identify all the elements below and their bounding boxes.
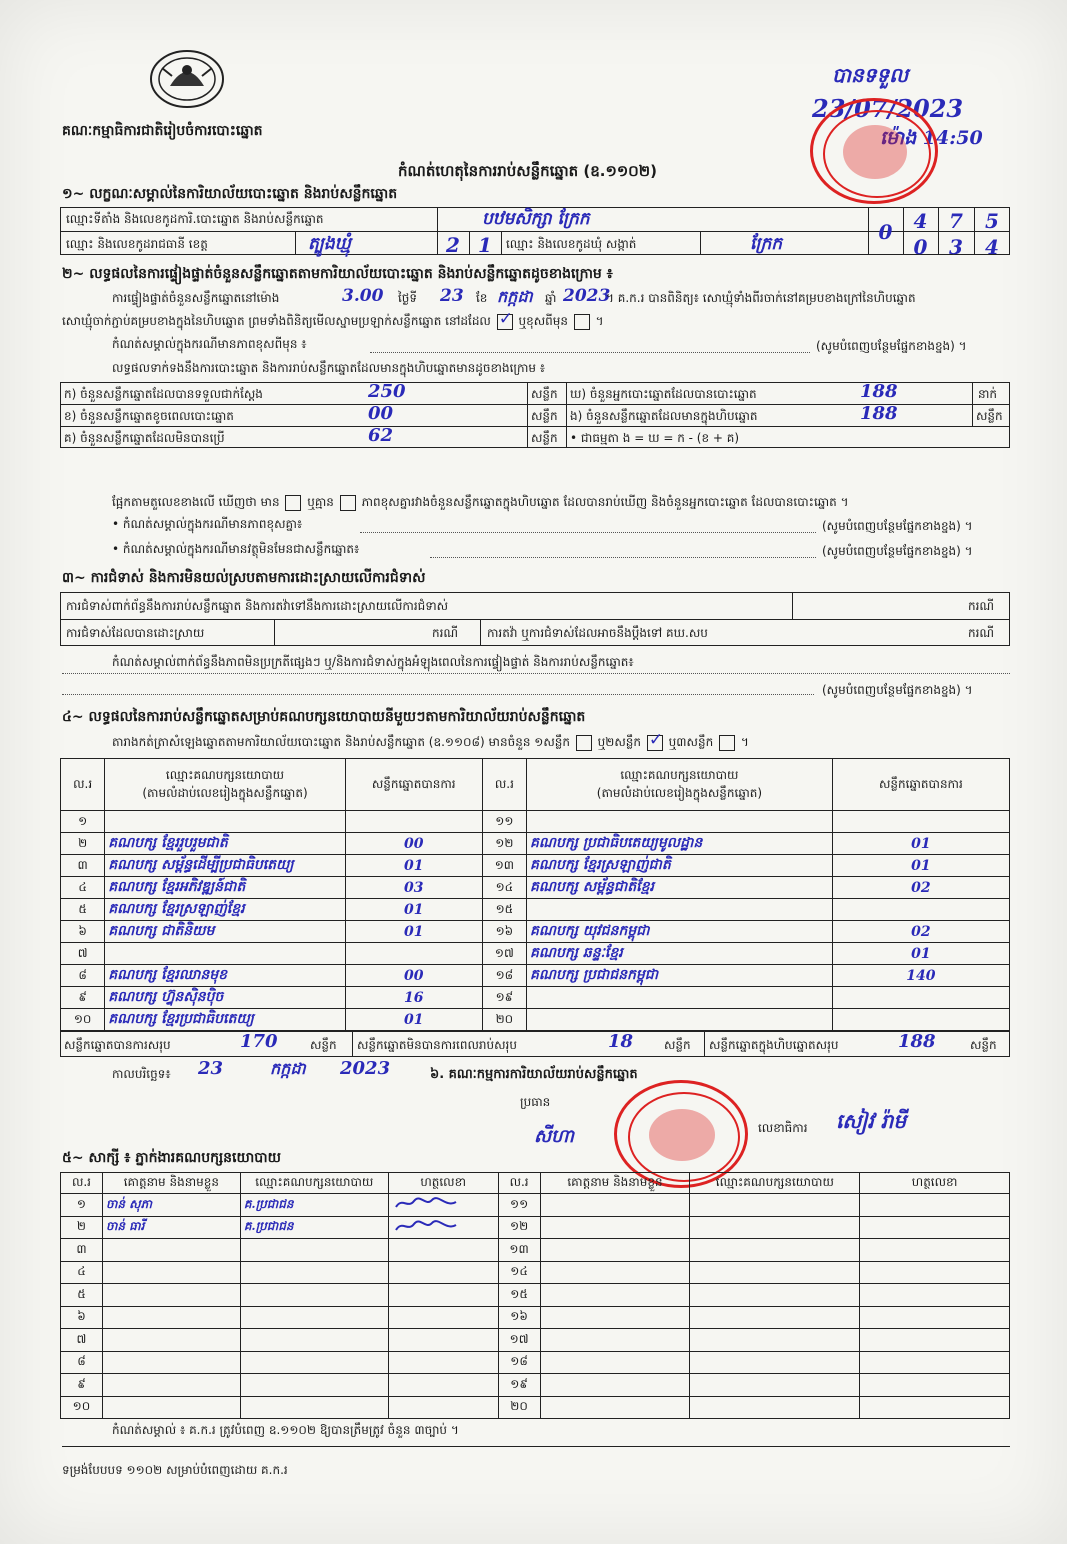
witness-name [540,1306,690,1329]
formula-note: • ជាធម្មតា ង = ឃ = ក - (ខ + គ) [570,431,740,445]
party-votes: 03 [345,877,482,899]
row-number: ១ [61,1194,103,1217]
party-name: គណបក្ស ខ្មែរស្រឡាញ់ជាតិ [527,855,833,877]
fill-hint-2: (សូមបំពេញបន្ថែមផ្នែកខាងខ្នង) ។ [822,519,973,533]
row-number: ៩ [61,987,105,1009]
witness-name [540,1351,690,1374]
row-number: ១២ [498,1216,540,1239]
row-number: ១៥ [482,899,526,921]
party-votes: 01 [832,855,1009,877]
witness-name: ចាន់ ធារី [102,1216,240,1239]
count-d-label: ឃ) ចំនួនអ្នកបោះឆ្នោតដែលបានបោះឆ្នោត [570,387,757,401]
table-row [61,1351,1010,1374]
verify-line-b: ថ្ងៃទី [398,291,418,305]
votes-col-party-right-b: (តាមលំដាប់លេខរៀងក្នុងសន្លឹកឆ្នោត) [596,785,763,800]
party-name: គណបក្ស ហ្វ៊ុនស៊ិនប៉ិច [105,987,345,1009]
table-row [61,811,1010,833]
commune-code-2: 3 [949,235,963,259]
witness-signature [388,1216,498,1239]
party-name: គណបក្ស ខ្មែរឈានមុខ [105,965,345,987]
witness-party [690,1396,860,1419]
compare-line [112,494,849,512]
party-votes: 00 [345,965,482,987]
verify-line-2: សោឃ្មុំចាក់ភ្ជាប់គម្របខាងក្នុងនៃហិបឆ្នោត ព្រមទាំងពិនិត្យមើលស្នាមប្រឡាក់សន្លឹកឆ្នោត នៅដដែល ✓ ឬខុសពីមុន ។ [62,308,604,329]
date-label: កាលបរិច្ឆេទ៖ [112,1067,171,1081]
table-row [61,877,1010,899]
verify-line-d: ឆ្នាំ [545,291,557,305]
location-label: ឈ្មោះទីតាំង និងលេខកូដការិ.បោះឆ្នោត និងរាប់សន្លឹកឆ្នោត [66,212,324,226]
row-number: ១៦ [498,1306,540,1329]
row-number: ៧ [61,1329,103,1352]
votes-col-party-right-a: ឈ្មោះគណបក្សនយោបាយ [620,767,739,782]
different-checkbox[interactable] [574,314,590,330]
date-day: 23 [198,1058,224,1079]
row-number: ១៣ [498,1239,540,1262]
witness-col-name-left: គោត្តនាម និងនាមខ្លួន [102,1173,240,1194]
commune-value: ក្រែក [750,234,783,254]
chair-signature: សីហា [534,1126,574,1147]
count-a-unit: សន្លឹក [531,387,558,401]
row-number: ៧ [61,943,105,965]
party-votes [832,899,1009,921]
votes-col-no-left: ល.រ [61,759,105,811]
witness-signature [388,1261,498,1284]
province-code-1: 2 [446,233,460,257]
row-number: ១៧ [498,1329,540,1352]
row-number: ៣ [61,855,105,877]
row-number: ៤ [61,877,105,899]
has-difference-checkbox[interactable] [285,495,301,511]
votes-col-party-right [527,759,833,811]
witness-name [540,1216,690,1239]
objection-row-2b: ការតវ៉ា ឬការជំទាស់ដែលអាចនឹងប្តឹងទៅ គឃ.សប [487,626,708,640]
objection-row-2a: ការជំទាស់ដែលបានដោះស្រាយ [66,626,205,640]
witness-name [102,1239,240,1262]
row-number: ១៣ [482,855,526,877]
tally-intro-c: ឬ៣សន្លឹក [668,735,714,749]
row-number: ១ [61,811,105,833]
verify-or-label: ឬខុសពីមុន [518,314,569,328]
count-c-unit: សន្លឹក [531,431,558,445]
objection-case-1: ករណី [968,599,995,613]
row-number: ២០ [482,1009,526,1031]
table-row [61,1329,1010,1352]
total-invalid-value: 18 [608,1031,634,1052]
party-name: គណបក្ស ឆន្ទៈខ្មែរ [527,943,833,965]
location-code-1: 0 [878,220,893,244]
row-number: ១០ [61,1009,105,1031]
party-votes: 00 [345,833,482,855]
witness-name [540,1396,690,1419]
total-box-unit: សន្លឹក [970,1038,997,1052]
votes-col-party-left [105,759,345,811]
table-row [61,1009,1010,1031]
witness-signature [860,1396,1010,1419]
party-name: គណបក្ស សម្ព័ន្ធជាតិខ្មែរ [527,877,833,899]
witness-party [240,1351,388,1374]
row-number: ១៨ [482,965,526,987]
witness-party: គ.ប្រជាជន [240,1194,388,1217]
witness-name [102,1284,240,1307]
witness-name [102,1329,240,1352]
row-number: ២ [61,1216,103,1239]
secretary-signature: សៀវ រ៉ាមី [836,1109,907,1133]
province-code-2: 1 [478,233,492,257]
fill-hint-4: (សូមបំពេញបន្ថែមផ្នែកខាងខ្នង) ។ [822,683,973,697]
party-name: គណបក្ស ជាតិនិយម [105,921,345,943]
witness-col-party-right: ឈ្មោះគណបក្សនយោបាយ [690,1173,860,1194]
witness-name [102,1351,240,1374]
table-row [61,855,1010,877]
row-number: ៤ [61,1261,103,1284]
witness-party: គ.ប្រជាជន [240,1216,388,1239]
witness-signature [860,1351,1010,1374]
witness-name [540,1194,690,1217]
witness-name [540,1261,690,1284]
table-row [61,987,1010,1009]
row-number: ១៩ [498,1374,540,1397]
party-votes [832,987,1009,1009]
table-row [61,1284,1010,1307]
row-number: ៥ [61,899,105,921]
row-number: ២០ [498,1396,540,1419]
witness-name [540,1284,690,1307]
party-votes: 01 [832,833,1009,855]
row-number: ៨ [61,1351,103,1374]
signature-icon [392,1195,462,1211]
row-number: ៥ [61,1284,103,1307]
bullet-non-ballot: • កំណត់សម្គាល់ក្នុងករណីមានវត្ថុមិនមែនជាសន្លឹកឆ្នោត៖ [112,542,360,556]
count-a-label: ក) ចំនួនសន្លឹកឆ្នោតដែលបានទទួលជាក់ស្តែង [64,387,263,401]
witness-party [690,1239,860,1262]
receipt-time: ម៉ោង 14:50 [880,127,983,149]
party-votes: 16 [345,987,482,1009]
count-c-value: 62 [368,425,394,446]
form-id: ទម្រង់បែបបទ ១១០២ សម្រាប់បំពេញដោយ គ.ក.រ [62,1463,288,1477]
party-votes: 02 [832,877,1009,899]
witness-col-sign-right: ហត្ថលេខា [860,1173,1010,1194]
province-value: ត្បូងឃ្មុំ [308,234,351,254]
witness-signature [860,1261,1010,1284]
witness-col-name-right: គោត្តនាម និងនាមខ្លួន [540,1173,690,1194]
witness-col-no-left: ល.រ [61,1173,103,1194]
witness-col-party-left: ឈ្មោះគណបក្សនយោបាយ [240,1173,388,1194]
witness-table [60,1172,1010,1419]
verify-line-2-text: សោឃ្មុំចាក់ភ្ជាប់គម្របខាងក្នុងនៃហិបឆ្នោត ព្រមទាំងពិនិត្យមើលស្នាមប្រឡាក់សន្លឹកឆ្នោត នៅដដែល [62,314,491,328]
witness-name [102,1374,240,1397]
org-name: គណៈកម្មាធិការជាតិរៀបចំការបោះឆ្នោត [62,123,263,139]
row-number: ១៦ [482,921,526,943]
row-number: ៦ [61,921,105,943]
verify-line-c: ខែ [476,291,488,305]
witness-name [540,1239,690,1262]
count-a-value: 250 [368,381,406,402]
section3-title: ៣~ ការជំទាស់ និងការមិនយល់ស្របតាមការដោះស្រាយលើការជំទាស់ [62,570,426,586]
row-number: ១៧ [482,943,526,965]
committee-label: ៦. គណៈកម្មការការិយាល័យរាប់សន្លឹកឆ្នោត [430,1067,638,1082]
count-d-unit: នាក់ [978,387,998,401]
fill-hint-3: (សូមបំពេញបន្ថែមផ្នែកខាងខ្នង) ។ [822,544,973,558]
witness-signature [860,1329,1010,1352]
witness-signature [388,1396,498,1419]
total-box-label: សន្លឹកឆ្នោតក្នុងហិបឆ្នោតសរុប [709,1038,839,1052]
party-votes [345,811,482,833]
verify-day: 23 [440,286,464,306]
witness-party [690,1374,860,1397]
witness-party [690,1306,860,1329]
compare-b: ឬគ្មាន [307,495,334,509]
party-votes: 01 [832,943,1009,965]
party-votes [832,1009,1009,1031]
tally-intro: តារាងកត់ត្រាសំឡេងឆ្នោតតាមការិយាល័យបោះឆ្នោត និងរាប់សន្លឹកឆ្នោត (ឧ.១១០៨) មានចំនួន ១សន្លឹក [112,735,570,749]
no-difference-checkbox[interactable] [340,495,356,511]
count-b-label: ខ) ចំនួនសន្លឹកឆ្នោតខូចពេលបោះឆ្នោត [64,409,234,423]
witness-signature [388,1351,498,1374]
witness-party [240,1306,388,1329]
verify-month: កក្កដា [497,287,533,306]
location-code-3: 7 [949,209,963,233]
row-number: ១១ [498,1194,540,1217]
three-sheets-checkbox[interactable] [719,735,735,751]
party-name: គណបក្ស ប្រជាធិបតេយ្យមូលដ្ឋាន [527,833,833,855]
nec-emblem-icon [148,48,226,110]
witness-signature [860,1306,1010,1329]
signature-icon [392,1218,462,1234]
votes-col-votes-left: សន្លឹកឆ្នោតបានការ [345,759,482,811]
party-votes-table [60,758,1010,1031]
witness-signature [388,1284,498,1307]
witness-party [690,1261,860,1284]
table-row [61,899,1010,921]
fill-hint-1: (សូមបំពេញបន្ថែមផ្នែកខាងខ្នង) ។ [816,339,967,353]
table-row [61,1194,1010,1217]
row-number: ១៤ [498,1261,540,1284]
witness-name: ចាន់ សុភា [102,1194,240,1217]
same-checkbox[interactable]: ✓ [498,308,513,329]
party-name [105,943,345,965]
verify-year: 2023 [563,286,611,306]
province-label: ឈ្មោះ និងលេខកូដរាជធានី ខេត្ត [66,237,208,251]
party-name: គណបក្ស ខ្មែរស្រឡាញ់ខ្មែរ [105,899,345,921]
table-row [61,1261,1010,1284]
party-name [527,899,833,921]
witness-party [240,1239,388,1262]
count-b-value: 00 [368,403,394,424]
row-number: ៣ [61,1239,103,1262]
witness-party [240,1261,388,1284]
table-row [61,833,1010,855]
row-number: ១១ [482,811,526,833]
witness-party [690,1284,860,1307]
section5-title: ៥~ សាក្សី ៖ ភ្នាក់ងារគណបក្សនយោបាយ [62,1150,281,1166]
verify-hour: 3.00 [342,286,384,306]
verify-line-e: ។ គ.ក.រ បានពិនិត្យ៖ សោឃ្មុំទាំងពីរចាក់នៅគម្របខាងក្រៅនៃហិបឆ្នោត [606,291,916,305]
receipt-date: 23/07/2023 [812,94,964,123]
witness-party [240,1396,388,1419]
witness-party [240,1374,388,1397]
table-row [61,1396,1010,1419]
witness-party [690,1194,860,1217]
compare-a: ផ្អែកតាមតួលេខខាងលើ ឃើញថា មាន [112,495,280,509]
party-votes: 01 [345,899,482,921]
votes-col-party-left-b: (តាមលំដាប់លេខរៀងក្នុងសន្លឹកឆ្នោត) [142,785,308,800]
date-year: 2023 [340,1058,391,1079]
total-valid-label: សន្លឹកឆ្នោតបានការសរុប [64,1038,171,1052]
witness-col-sign-left: ហត្ថលេខា [388,1173,498,1194]
location-code-2: 4 [913,209,928,233]
row-number: ១៥ [498,1284,540,1307]
party-name [105,811,345,833]
row-number: ២ [61,833,105,855]
table-row [61,1374,1010,1397]
party-name [527,987,833,1009]
diff-note-label: កំណត់សម្គាល់ក្នុងករណីមានភាពខុសពីមុន ៖ [112,337,307,351]
receipt-label: បានទទួល [832,63,909,87]
witness-signature [860,1374,1010,1397]
party-name: គណបក្ស សម្ព័ន្ធដើម្បីប្រជាធិបតេយ្យ [105,855,345,877]
section1-title: ១~ លក្ខណៈសម្គាល់នៃការិយាល័យបោះឆ្នោត និងរាប់សន្លឹកឆ្នោត [62,186,398,202]
count-e-label: ង) ចំនួនសន្លឹកឆ្នោតដែលមានក្នុងហិបឆ្នោត [570,409,758,423]
party-name: គណបក្ស យុវជនកម្ពុជា [527,921,833,943]
witness-name [540,1329,690,1352]
location-code-4: 5 [985,209,999,233]
row-number: ១៩ [482,987,526,1009]
tally-sheets-line: តារាងកត់ត្រាសំឡេងឆ្នោតតាមការិយាល័យបោះឆ្នោត និងរាប់សន្លឹកឆ្នោត (ឧ.១១០៨) មានចំនួន ១សន្លឹក ឬ២សន្លឹក ✓ ឬ៣សន្លឹក ។ [112,729,749,750]
objection-row-1: ការជំទាស់ពាក់ព័ន្ធនឹងការរាប់សន្លឹកឆ្នោត និងការតវ៉ាទៅនឹងការដោះស្រាយលើការជំទាស់ [66,599,449,613]
table-row [61,1216,1010,1239]
objection-case-3: ករណី [968,626,995,640]
objection-case-2: ករណី [432,626,459,640]
witness-signature [860,1239,1010,1262]
one-sheet-checkbox[interactable] [576,735,592,751]
witness-party [690,1329,860,1352]
witness-name [540,1374,690,1397]
party-votes: 01 [345,855,482,877]
section4-title: ៤~ លទ្ធផលនៃការរាប់សន្លឹកឆ្នោតសម្រាប់គណបក្សនយោបាយនីមួយៗតាមការិយាល័យរាប់សន្លឹកឆ្នោត [62,709,586,725]
party-name: គណបក្ស ខ្មែរអភិវឌ្ឍន៍ជាតិ [105,877,345,899]
count-e-unit: សន្លឹក [976,409,1003,423]
location-value: បឋមសិក្សា ក្រែក [482,209,590,229]
total-box-value: 188 [898,1031,936,1052]
commune-code-1: 0 [913,235,928,259]
commune-code-3: 4 [985,235,999,259]
count-e-value: 188 [860,403,898,424]
witness-party [240,1329,388,1352]
count-d-value: 188 [860,381,898,402]
party-votes [832,811,1009,833]
party-votes: 01 [345,1009,482,1031]
total-valid-unit: សន្លឹក [310,1038,337,1052]
party-votes: 140 [832,965,1009,987]
verify-line-a: ការផ្ទៀងផ្ទាត់ចំនួនសន្លឹកឆ្នោតនៅម៉ោង [112,291,280,305]
witness-signature [388,1306,498,1329]
row-number: ៨ [61,965,105,987]
row-number: ១២ [482,833,526,855]
totals-row [60,1031,1010,1057]
witness-signature [860,1284,1010,1307]
table-row [61,1306,1010,1329]
table-row [61,943,1010,965]
witness-signature [388,1194,498,1217]
bullet-difference: • កំណត់សម្គាល់ក្នុងករណីមានភាពខុសគ្នា៖ [112,517,303,531]
party-votes: 02 [832,921,1009,943]
irregularity-note: កំណត់សម្គាល់ពាក់ព័ន្ធនឹងភាពមិនប្រក្រតីផ្សេងៗ ឬ/និងការជំទាស់ក្នុងអំឡុងពេលនៃការផ្ទៀងផ្ទាត់ និងការរាប់សន្លឹកឆ្នោត៖ [112,655,634,669]
witness-signature [388,1374,498,1397]
row-number: ៦ [61,1306,103,1329]
total-invalid-label: សន្លឹកឆ្នោតមិនបានការពេលរាប់សរុប [357,1038,517,1052]
table-row [61,921,1010,943]
party-name: គណបក្ស ខ្មែរប្រជាធិបតេយ្យ [105,1009,345,1031]
party-votes [345,943,482,965]
compare-c: ភាពខុសគ្នារវាងចំនួនសន្លឹកឆ្នោតក្នុងហិបឆ្នោត ដែលបានរាប់ឃើញ និងចំនួនអ្នកបោះឆ្នោត ដែលបានបោះឆ្នោត ។ [361,495,849,509]
date-month: កក្កដា [270,1059,306,1078]
party-votes: 01 [345,921,482,943]
doc-title: កំណត់ហេតុនៃការរាប់សន្លឹកឆ្នោត (ឧ.១១០២) [398,162,658,180]
witness-signature [860,1194,1010,1217]
party-name: គណបក្ស ប្រជាជនកម្ពុជា [527,965,833,987]
row-number: ៩ [61,1374,103,1397]
chair-label: ប្រធាន [520,1095,551,1109]
result-intro: លទ្ធផលទាក់ទងនឹងការបោះឆ្នោត និងការរាប់សន្លឹកឆ្នោតដែលមានក្នុងហិបឆ្នោតមានដូចខាងក្រោម ៖ [112,361,546,375]
two-sheets-checkbox[interactable]: ✓ [648,729,664,750]
party-name [527,1009,833,1031]
witness-signature [388,1329,498,1352]
tally-intro-b: ឬ២សន្លឹក [597,735,642,749]
witness-party [690,1351,860,1374]
witness-name [102,1261,240,1284]
table-row [61,1239,1010,1262]
commune-label: ឈ្មោះ និងលេខកូដឃុំ សង្កាត់ [506,237,637,251]
witness-name [102,1306,240,1329]
votes-col-votes-right: សន្លឹកឆ្នោតបានការ [832,759,1009,811]
section2-title: ២~ លទ្ធផលនៃការផ្ទៀងផ្ទាត់ចំនួនសន្លឹកឆ្នោតតាមការិយាល័យបោះឆ្នោត និងរាប់សន្លឹកឆ្នោតដូចខាងក្រោម ៖ [62,266,613,282]
count-b-unit: សន្លឹក [531,409,558,423]
votes-col-no-right: ល.រ [482,759,526,811]
witness-party [690,1216,860,1239]
secretary-label: លេខាធិការ [758,1121,808,1135]
witness-party [240,1284,388,1307]
row-number: ១៤ [482,877,526,899]
row-number: ១០ [61,1396,103,1419]
footer-note: កំណត់សម្គាល់ ៖ គ.ក.រ ត្រូវបំពេញ ឧ.១១០២ ឱ្យបានត្រឹមត្រូវ ចំនួន ៣ច្បាប់ ។ [112,1423,459,1437]
row-number: ១៨ [498,1351,540,1374]
party-name [527,811,833,833]
witness-signature [388,1239,498,1262]
party-name: គណបក្ស ខ្មែររួបរួមជាតិ [105,833,345,855]
witness-name [102,1396,240,1419]
official-stamp-icon [810,98,938,204]
witness-signature [860,1216,1010,1239]
table-row [61,965,1010,987]
total-invalid-unit: សន្លឹក [664,1038,691,1052]
witness-col-no-right: ល.រ [498,1173,540,1194]
total-valid-value: 170 [240,1031,278,1052]
votes-col-party-left-a: ឈ្មោះគណបក្សនយោបាយ [165,767,285,782]
count-c-label: គ) ចំនួនសន្លឹកឆ្នោតដែលមិនបានប្រើ [64,431,225,445]
